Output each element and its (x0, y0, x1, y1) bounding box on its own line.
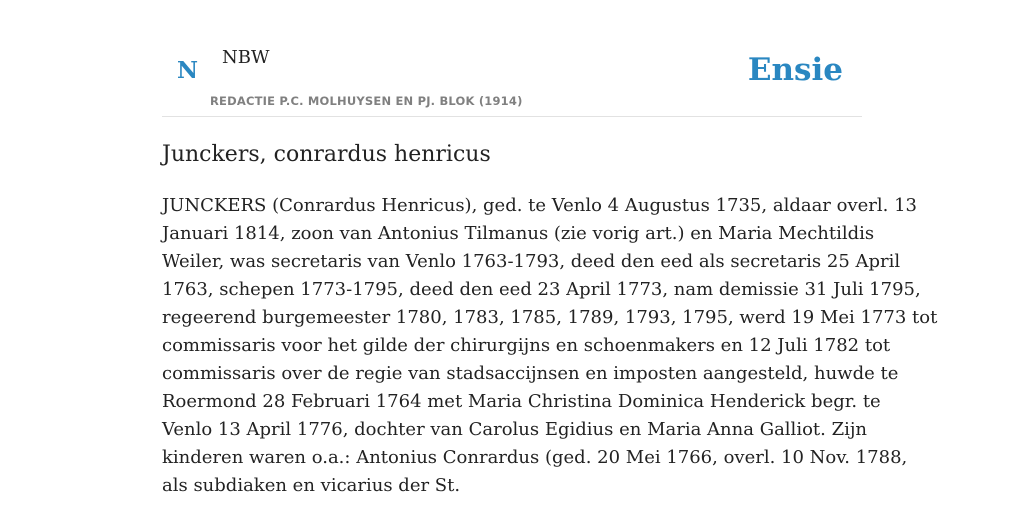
source-header (162, 0, 862, 117)
body-line: kinderen waren o.a.: Antonius Conrardus (ged. 20 Mei 1766, overl. 10 Nov. 1788, (162, 447, 908, 468)
body-line: JUNCKERS (Conrardus Henricus), ged. te Venlo 4 Augustus 1735, aldaar overl. 13 (162, 195, 917, 216)
body-line: 1763, schepen 1773-1795, deed den eed 23 April 1773, nam demissie 31 Juli 1795, (162, 279, 921, 300)
body-line: Venlo 13 April 1776, dochter van Carolus Egidius en Maria Anna Galliot. Zijn (162, 419, 868, 440)
brand-logo[interactable]: Ensie (747, 52, 843, 88)
source-name-link[interactable]: NBW (222, 47, 270, 68)
source-subtitle: REDACTIE P.C. MOLHUYSEN EN PJ. BLOK (1914) (210, 94, 523, 108)
body-line: commissaris over de regie van stadsaccijnsen en imposten aangesteld, huwde te (162, 363, 899, 384)
body-line: Roermond 28 Februari 1764 met Maria Christina Dominica Henderick begr. te (162, 391, 881, 412)
source-logo[interactable]: N (177, 57, 199, 84)
body-line: commissaris voor het gilde der chirurgijns en schoenmakers en 12 Juli 1782 tot (162, 335, 891, 356)
body-line: regeerend burgemeester 1780, 1783, 1785, 1789, 1793, 1795, werd 19 Mei 1773 tot (162, 307, 938, 328)
body-line: Januari 1814, zoon van Antonius Tilmanus (zie vorig art.) en Maria Mechtildis (162, 223, 875, 244)
body-line: Weiler, was secretaris van Venlo 1763-1793, deed den eed als secretaris 25 April (162, 251, 901, 272)
article-body (162, 192, 938, 500)
body-line: als subdiaken en vicarius der St. (162, 475, 461, 496)
article-title: Junckers, conrardus henricus (162, 142, 491, 167)
